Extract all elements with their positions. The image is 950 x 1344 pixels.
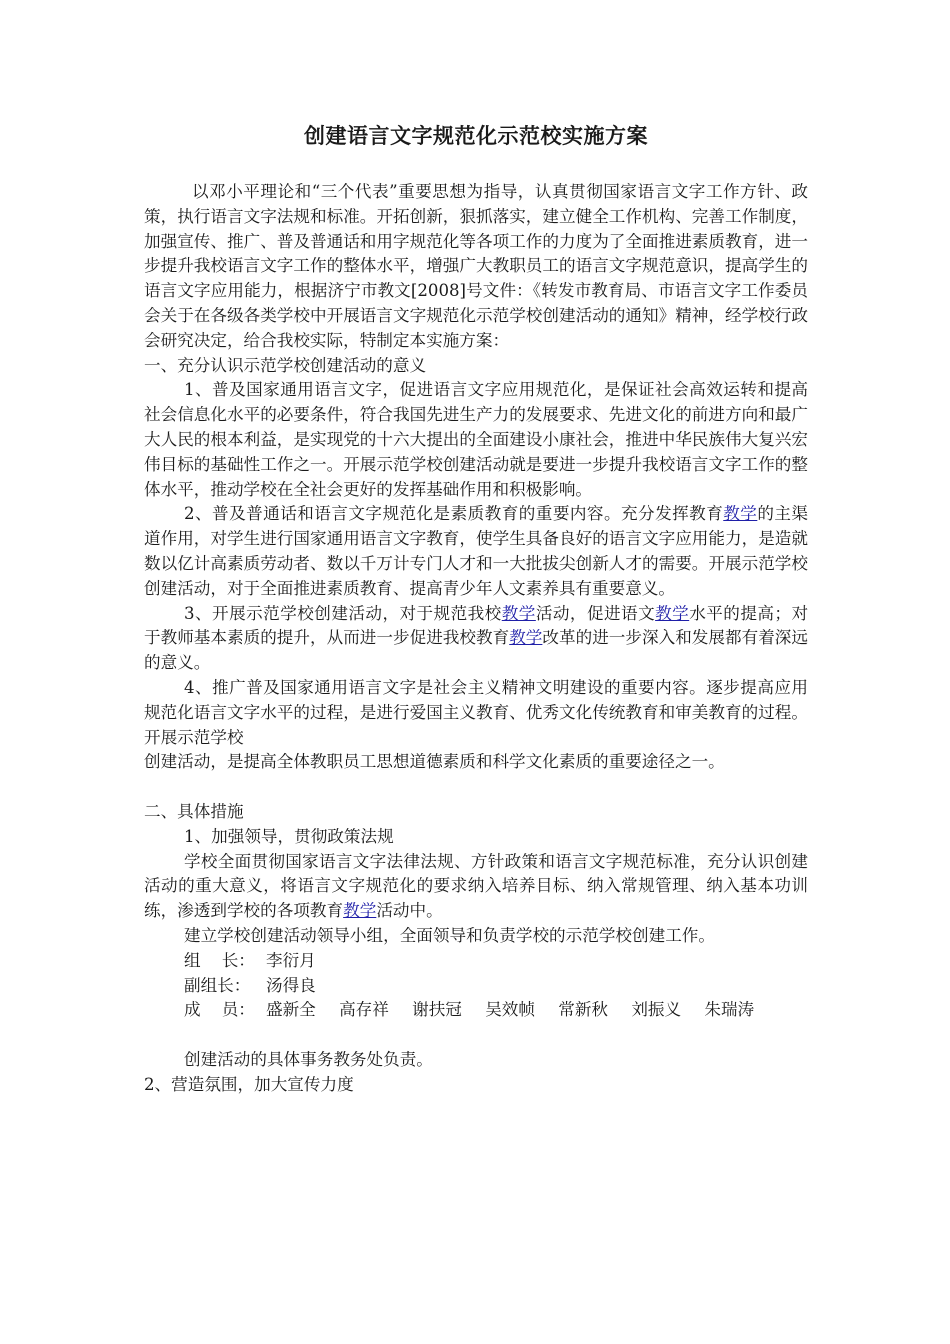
section1-paragraph-4-continued: 创建活动，是提高全体教职员工思想道德素质和科学文化素质的重要途径之一。 [144,752,725,772]
leader-row [144,949,808,974]
teaching-link[interactable]: 教学 [501,603,536,623]
section1-paragraph-2 [144,502,808,601]
teaching-link[interactable]: 教学 [509,628,543,648]
section1-paragraph-1: 1、普及国家通用语言文字，促进语言文字应用规范化，是保证社会高效运转和提高社会信息化水平的必要条件，符合我国先进生产力的发展要求、先进文化的前进方向和最广大人民的根本利益，是实现党的十六大提出的全面建设小康社会，推进中华民族伟大复兴宏伟目标的基础性工作之一。开展示范学校创建活动就是要进一步提升我校语言文字工作的整体水平，推动学校在全社会更好的发挥基础作用和积极影响。 [144,380,808,499]
paragraph-text: 学校全面贯彻国家语言文字法律法规、方针政策和语言文字规范标准，充分认识创建活动的重大意义，将语言文字规范化的要求纳入培养目标、纳入常规管理、纳入基本功训练，渗透到学校的各项教育 [144,851,808,921]
paragraph-text: 2、普及普通话和语言文字规范化是素质教育的重要内容。充分发挥教育 [184,504,724,524]
section2-subheading-2: 2、营造氛围，加大宣传力度 [144,1074,354,1094]
deputy-name: 汤得良 [266,975,316,995]
member-name: 盛新全 [266,1000,316,1020]
intro-paragraph: 以邓小平理论和“三个代表”重要思想为指导，认真贯彻国家语言文字工作方针、政策，执行语言文字法规和标准。开拓创新，狠抓落实，建立健全工作机构、完善工作制度，加强宣传、推广、普及普通话和用字规范化等各项工作的力度为了全面推进素质教育，进一步提升我校语言文字工作的整体水平，增强广大教职员工的语言文字规范意识，提高学生的语言文字应用能力，根据济宁市教文[2008]号文件：《转发市教育局、市语言文字工作委员会关于在各级各类学校中开展语言文字规范化示范学校创建活动的通知》精神，经学校行政会研究决定，给合我校实际，特制定本实施方案： [144,182,808,350]
member-name: 常新秋 [558,1000,609,1020]
teaching-link[interactable]: 教学 [723,504,758,524]
paragraph-text: 水平的提高；对于教师基本素质的提升，从而进一步促进我校教育 [144,603,809,648]
section1-heading: 一、充分认识示范学校创建活动的意义 [144,355,427,375]
deputy-label: 副组长： [184,975,251,995]
section2-subheading-1: 1、加强领导，贯彻政策法规 [184,826,394,846]
member-name: 高存祥 [339,1000,389,1020]
paragraph-text: 活动中。 [376,901,443,921]
members-list [266,998,772,1023]
section2-paragraph-3: 创建活动的具体事务教务处负责。 [184,1049,433,1069]
section2-heading: 二、具体措施 [144,801,244,821]
member-name: 谢扶冠 [412,1000,462,1020]
paragraph-text: 3、开展示范学校创建活动，对于规范我校 [184,603,502,623]
section2-paragraph-1 [144,850,808,924]
paragraph-text: 的主渠道作用，对学生进行国家通用语言文字教育，使学生具备良好的语言文字应用能力，是造就数以亿计高素质劳动者、数以千万计专门人才和一大批拔尖创新人才的需要。开展示范学校创建活动，对于全面推进素质教育、提高青少年人文素养具有重要意义。 [144,504,809,598]
blank-line [144,775,808,800]
paragraph-text: 活动，促进语文 [535,603,656,623]
section2-paragraph-2: 建立学校创建活动领导小组，全面领导和负责学校的示范学校创建工作。 [184,925,715,945]
document-page [144,118,808,1097]
member-name: 吴效帧 [485,1000,535,1020]
paragraph-text: 改革的进一步深入和发展都有着深远的意义。 [144,628,809,673]
teaching-link[interactable]: 教学 [655,603,690,623]
section1-paragraph-4: 4、推广普及国家通用语言文字是社会主义精神文明建设的重要内容。逐步提高应用规范化语言文字水平的过程，是进行爱国主义教育、优秀文化传统教育和审美教育的过程。开展示范学校 [144,677,808,747]
member-name: 刘振义 [631,1000,682,1020]
blank-line [144,1023,808,1048]
leader-name: 李衍月 [266,950,316,970]
teaching-link[interactable]: 教学 [343,901,377,921]
section1-paragraph-3 [144,602,808,676]
members-label: 成 员： [184,1000,255,1020]
leader-label: 组 长： [184,950,255,970]
members-row [144,998,808,1023]
deputy-row [144,974,808,999]
document-title: 创建语言文字规范化示范校实施方案 [304,123,648,148]
member-name: 朱瑞涛 [704,1000,755,1020]
